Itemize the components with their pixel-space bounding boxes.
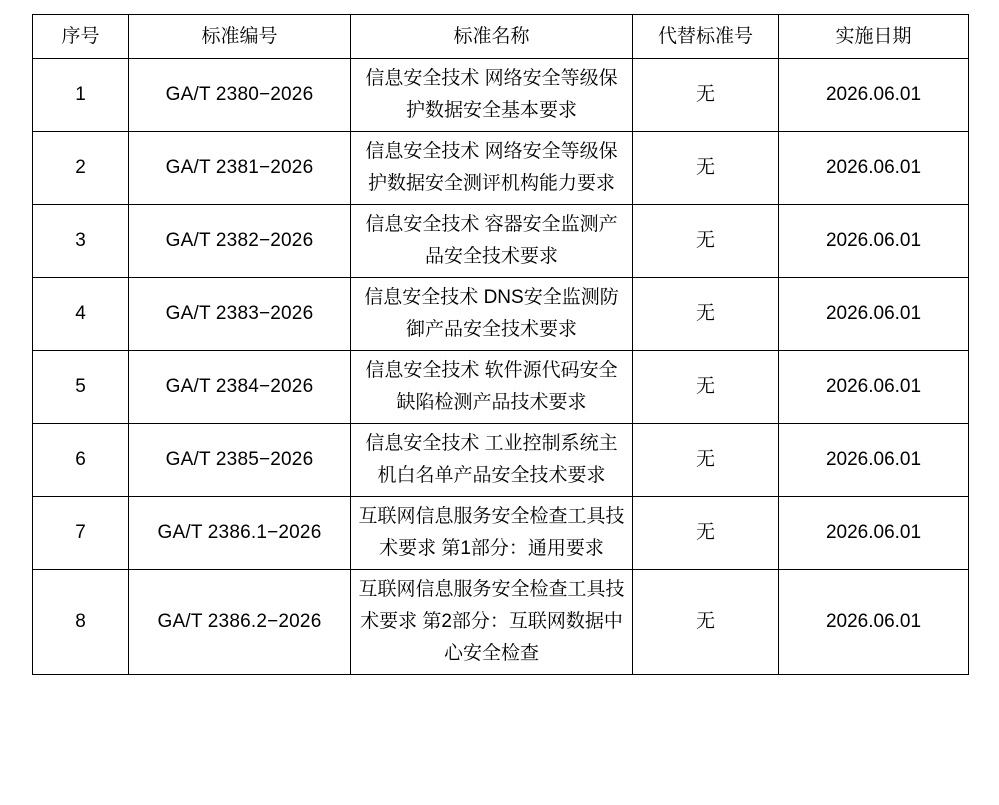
cell-date: 2026.06.01 <box>779 351 969 424</box>
table-row <box>33 570 969 675</box>
cell-replaced: 无 <box>633 205 779 278</box>
cell-date: 2026.06.01 <box>779 278 969 351</box>
cell-code: GA/T 2382−2026 <box>129 205 351 278</box>
cell-code: GA/T 2384−2026 <box>129 351 351 424</box>
cell-name: 信息安全技术 网络安全等级保护数据安全基本要求 <box>351 59 633 132</box>
cell-code: GA/T 2386.2−2026 <box>129 570 351 675</box>
cell-code: GA/T 2386.1−2026 <box>129 497 351 570</box>
table-body <box>33 59 969 675</box>
cell-name: 信息安全技术 软件源代码安全缺陷检测产品技术要求 <box>351 351 633 424</box>
cell-replaced: 无 <box>633 278 779 351</box>
cell-date: 2026.06.01 <box>779 205 969 278</box>
column-header-replaced: 代替标准号 <box>633 15 779 59</box>
cell-replaced: 无 <box>633 497 779 570</box>
cell-code: GA/T 2381−2026 <box>129 132 351 205</box>
cell-name: 信息安全技术 DNS安全监测防御产品安全技术要求 <box>351 278 633 351</box>
table-header-row <box>33 15 969 59</box>
table-header <box>33 15 969 59</box>
table-row <box>33 205 969 278</box>
cell-code: GA/T 2383−2026 <box>129 278 351 351</box>
table-row <box>33 278 969 351</box>
cell-replaced: 无 <box>633 570 779 675</box>
column-header-code: 标准编号 <box>129 15 351 59</box>
standards-table <box>32 14 969 675</box>
cell-name: 信息安全技术 容器安全监测产品安全技术要求 <box>351 205 633 278</box>
table-row <box>33 59 969 132</box>
cell-seq: 5 <box>33 351 129 424</box>
cell-code: GA/T 2385−2026 <box>129 424 351 497</box>
cell-seq: 2 <box>33 132 129 205</box>
cell-seq: 1 <box>33 59 129 132</box>
cell-seq: 7 <box>33 497 129 570</box>
cell-date: 2026.06.01 <box>779 424 969 497</box>
cell-name: 互联网信息服务安全检查工具技术要求 第2部分：互联网数据中心安全检查 <box>351 570 633 675</box>
column-header-name: 标准名称 <box>351 15 633 59</box>
cell-date: 2026.06.01 <box>779 59 969 132</box>
cell-name: 信息安全技术 工业控制系统主机白名单产品安全技术要求 <box>351 424 633 497</box>
cell-seq: 4 <box>33 278 129 351</box>
cell-date: 2026.06.01 <box>779 570 969 675</box>
column-header-date: 实施日期 <box>779 15 969 59</box>
cell-replaced: 无 <box>633 59 779 132</box>
column-header-seq: 序号 <box>33 15 129 59</box>
cell-name: 信息安全技术 网络安全等级保护数据安全测评机构能力要求 <box>351 132 633 205</box>
table-row <box>33 424 969 497</box>
cell-date: 2026.06.01 <box>779 132 969 205</box>
cell-name: 互联网信息服务安全检查工具技术要求 第1部分：通用要求 <box>351 497 633 570</box>
table-row <box>33 497 969 570</box>
cell-replaced: 无 <box>633 351 779 424</box>
cell-replaced: 无 <box>633 424 779 497</box>
cell-seq: 8 <box>33 570 129 675</box>
table-row <box>33 132 969 205</box>
cell-seq: 3 <box>33 205 129 278</box>
cell-code: GA/T 2380−2026 <box>129 59 351 132</box>
cell-seq: 6 <box>33 424 129 497</box>
cell-date: 2026.06.01 <box>779 497 969 570</box>
table-row <box>33 351 969 424</box>
cell-replaced: 无 <box>633 132 779 205</box>
